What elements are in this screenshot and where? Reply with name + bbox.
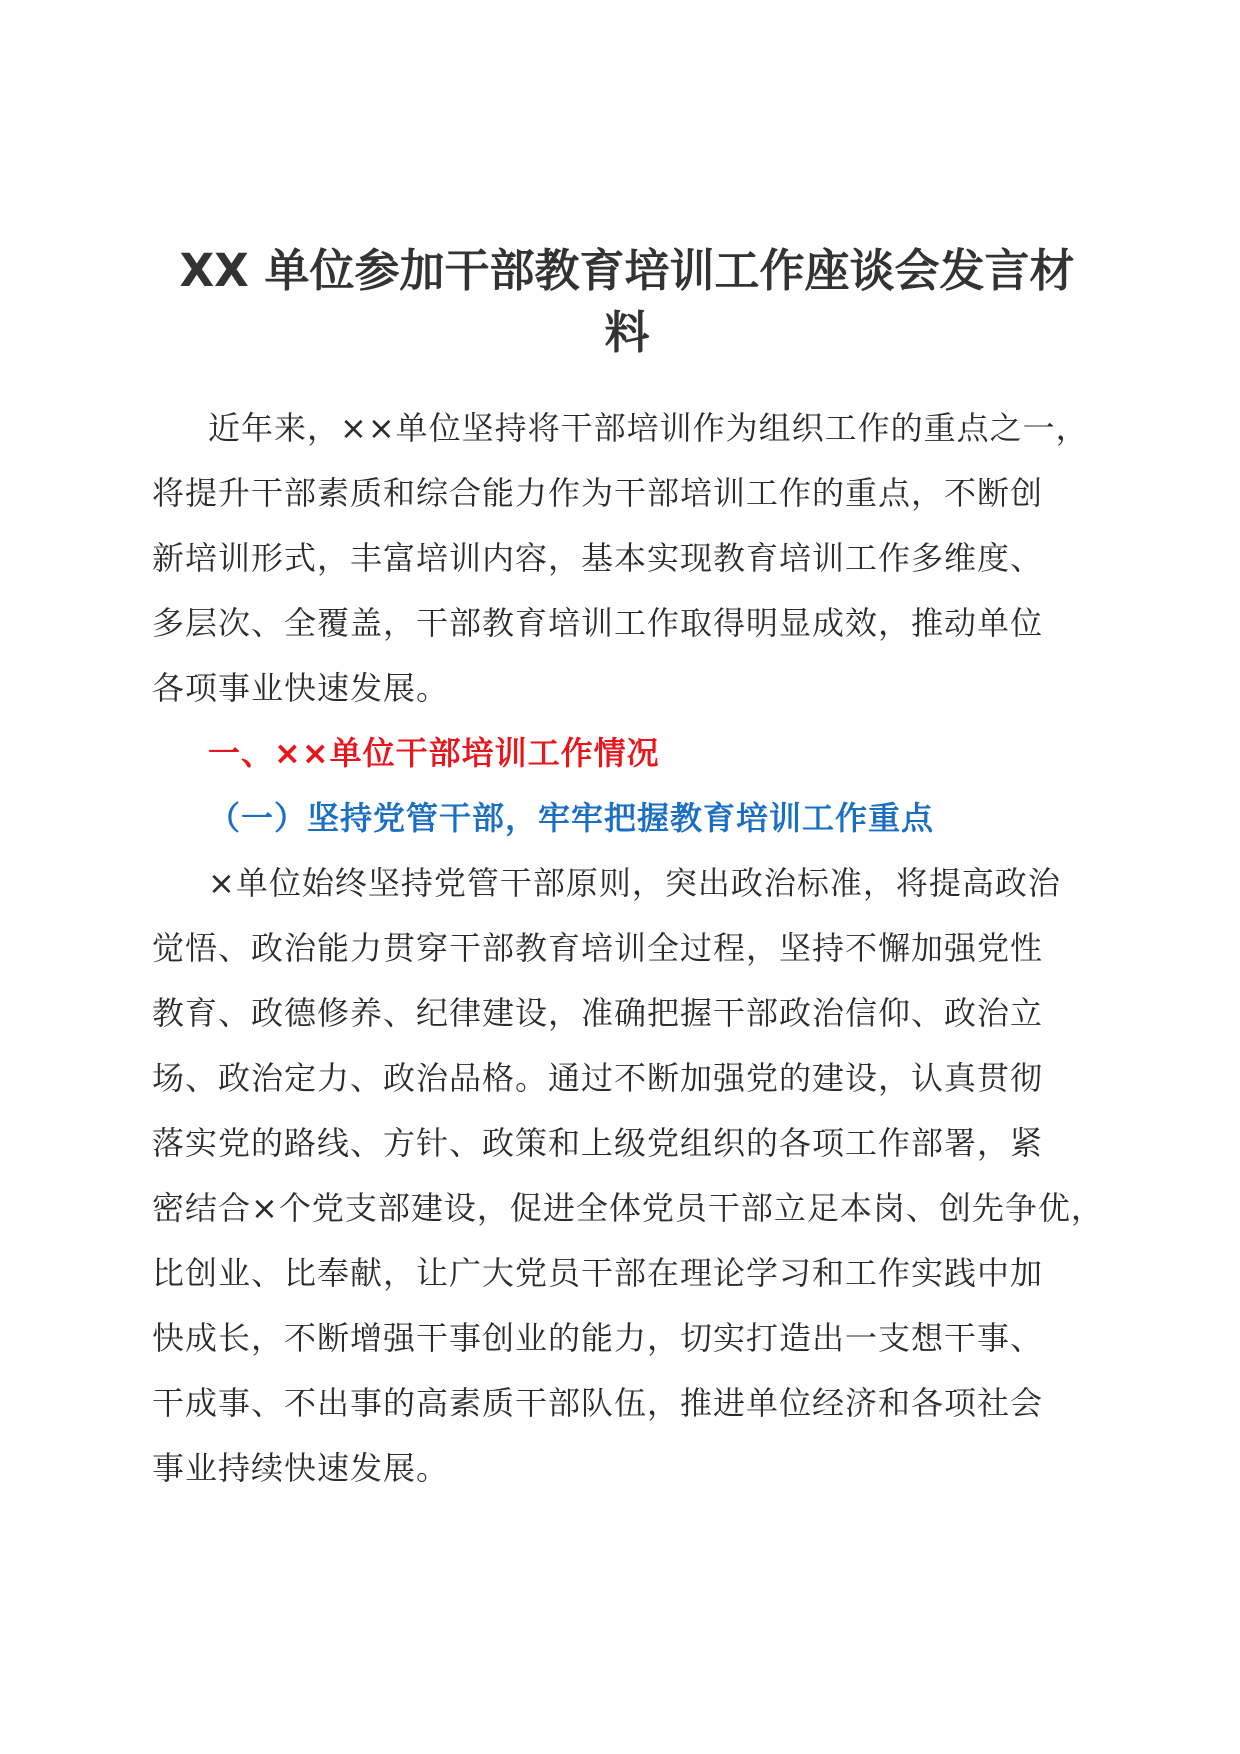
body-line: 落实党的路线、方针、政策和上级党组织的各项工作部署，紧 — [152, 1124, 1044, 1162]
body-line: 比创业、比奉献，让广大党员干部在理论学习和工作实践中加 — [152, 1254, 1044, 1292]
body-paragraph — [152, 851, 1102, 1501]
intro-line: 各项事业快速发展。 — [152, 669, 450, 707]
document-title-line-2: 料 — [604, 306, 650, 359]
document-title-line-1: XX 单位参加干部教育培训工作座谈会发言材 — [179, 244, 1075, 297]
subsection-heading-1: （一）坚持党管干部，牢牢把握教育培训工作重点 — [208, 799, 935, 837]
body-line: 密结合×个党支部建设，促进全体党员干部立足本岗、创先争优， — [152, 1189, 1104, 1227]
section-heading-1: 一、××单位干部培训工作情况 — [208, 734, 660, 772]
body-line: 干成事、不出事的高素质干部队伍，推进单位经济和各项社会 — [152, 1384, 1044, 1422]
body-line: 场、政治定力、政治品格。通过不断加强党的建设，认真贯彻 — [152, 1059, 1044, 1097]
document-title — [152, 240, 1102, 364]
intro-line: 将提升干部素质和综合能力作为干部培训工作的重点，不断创 — [152, 474, 1044, 512]
body-line: 觉悟、政治能力贯穿干部教育培训全过程，坚持不懈加强党性 — [152, 929, 1044, 967]
body-line: 事业持续快速发展。 — [152, 1449, 450, 1487]
body-line: ×单位始终坚持党管干部原则，突出政治标准，将提高政治 — [208, 864, 1061, 902]
intro-line: 多层次、全覆盖，干部教育培训工作取得明显成效，推动单位 — [152, 604, 1044, 642]
intro-paragraph — [152, 396, 1102, 721]
intro-line: 新培训形式，丰富培训内容，基本实现教育培训工作多维度、 — [152, 539, 1044, 577]
document-page — [152, 240, 1102, 1501]
body-line: 教育、政德修养、纪律建设，准确把握干部政治信仰、政治立 — [152, 994, 1044, 1032]
intro-line: 近年来，××单位坚持将干部培训作为组织工作的重点之一， — [208, 409, 1089, 447]
body-line: 快成长，不断增强干事创业的能力，切实打造出一支想干事、 — [152, 1319, 1044, 1357]
